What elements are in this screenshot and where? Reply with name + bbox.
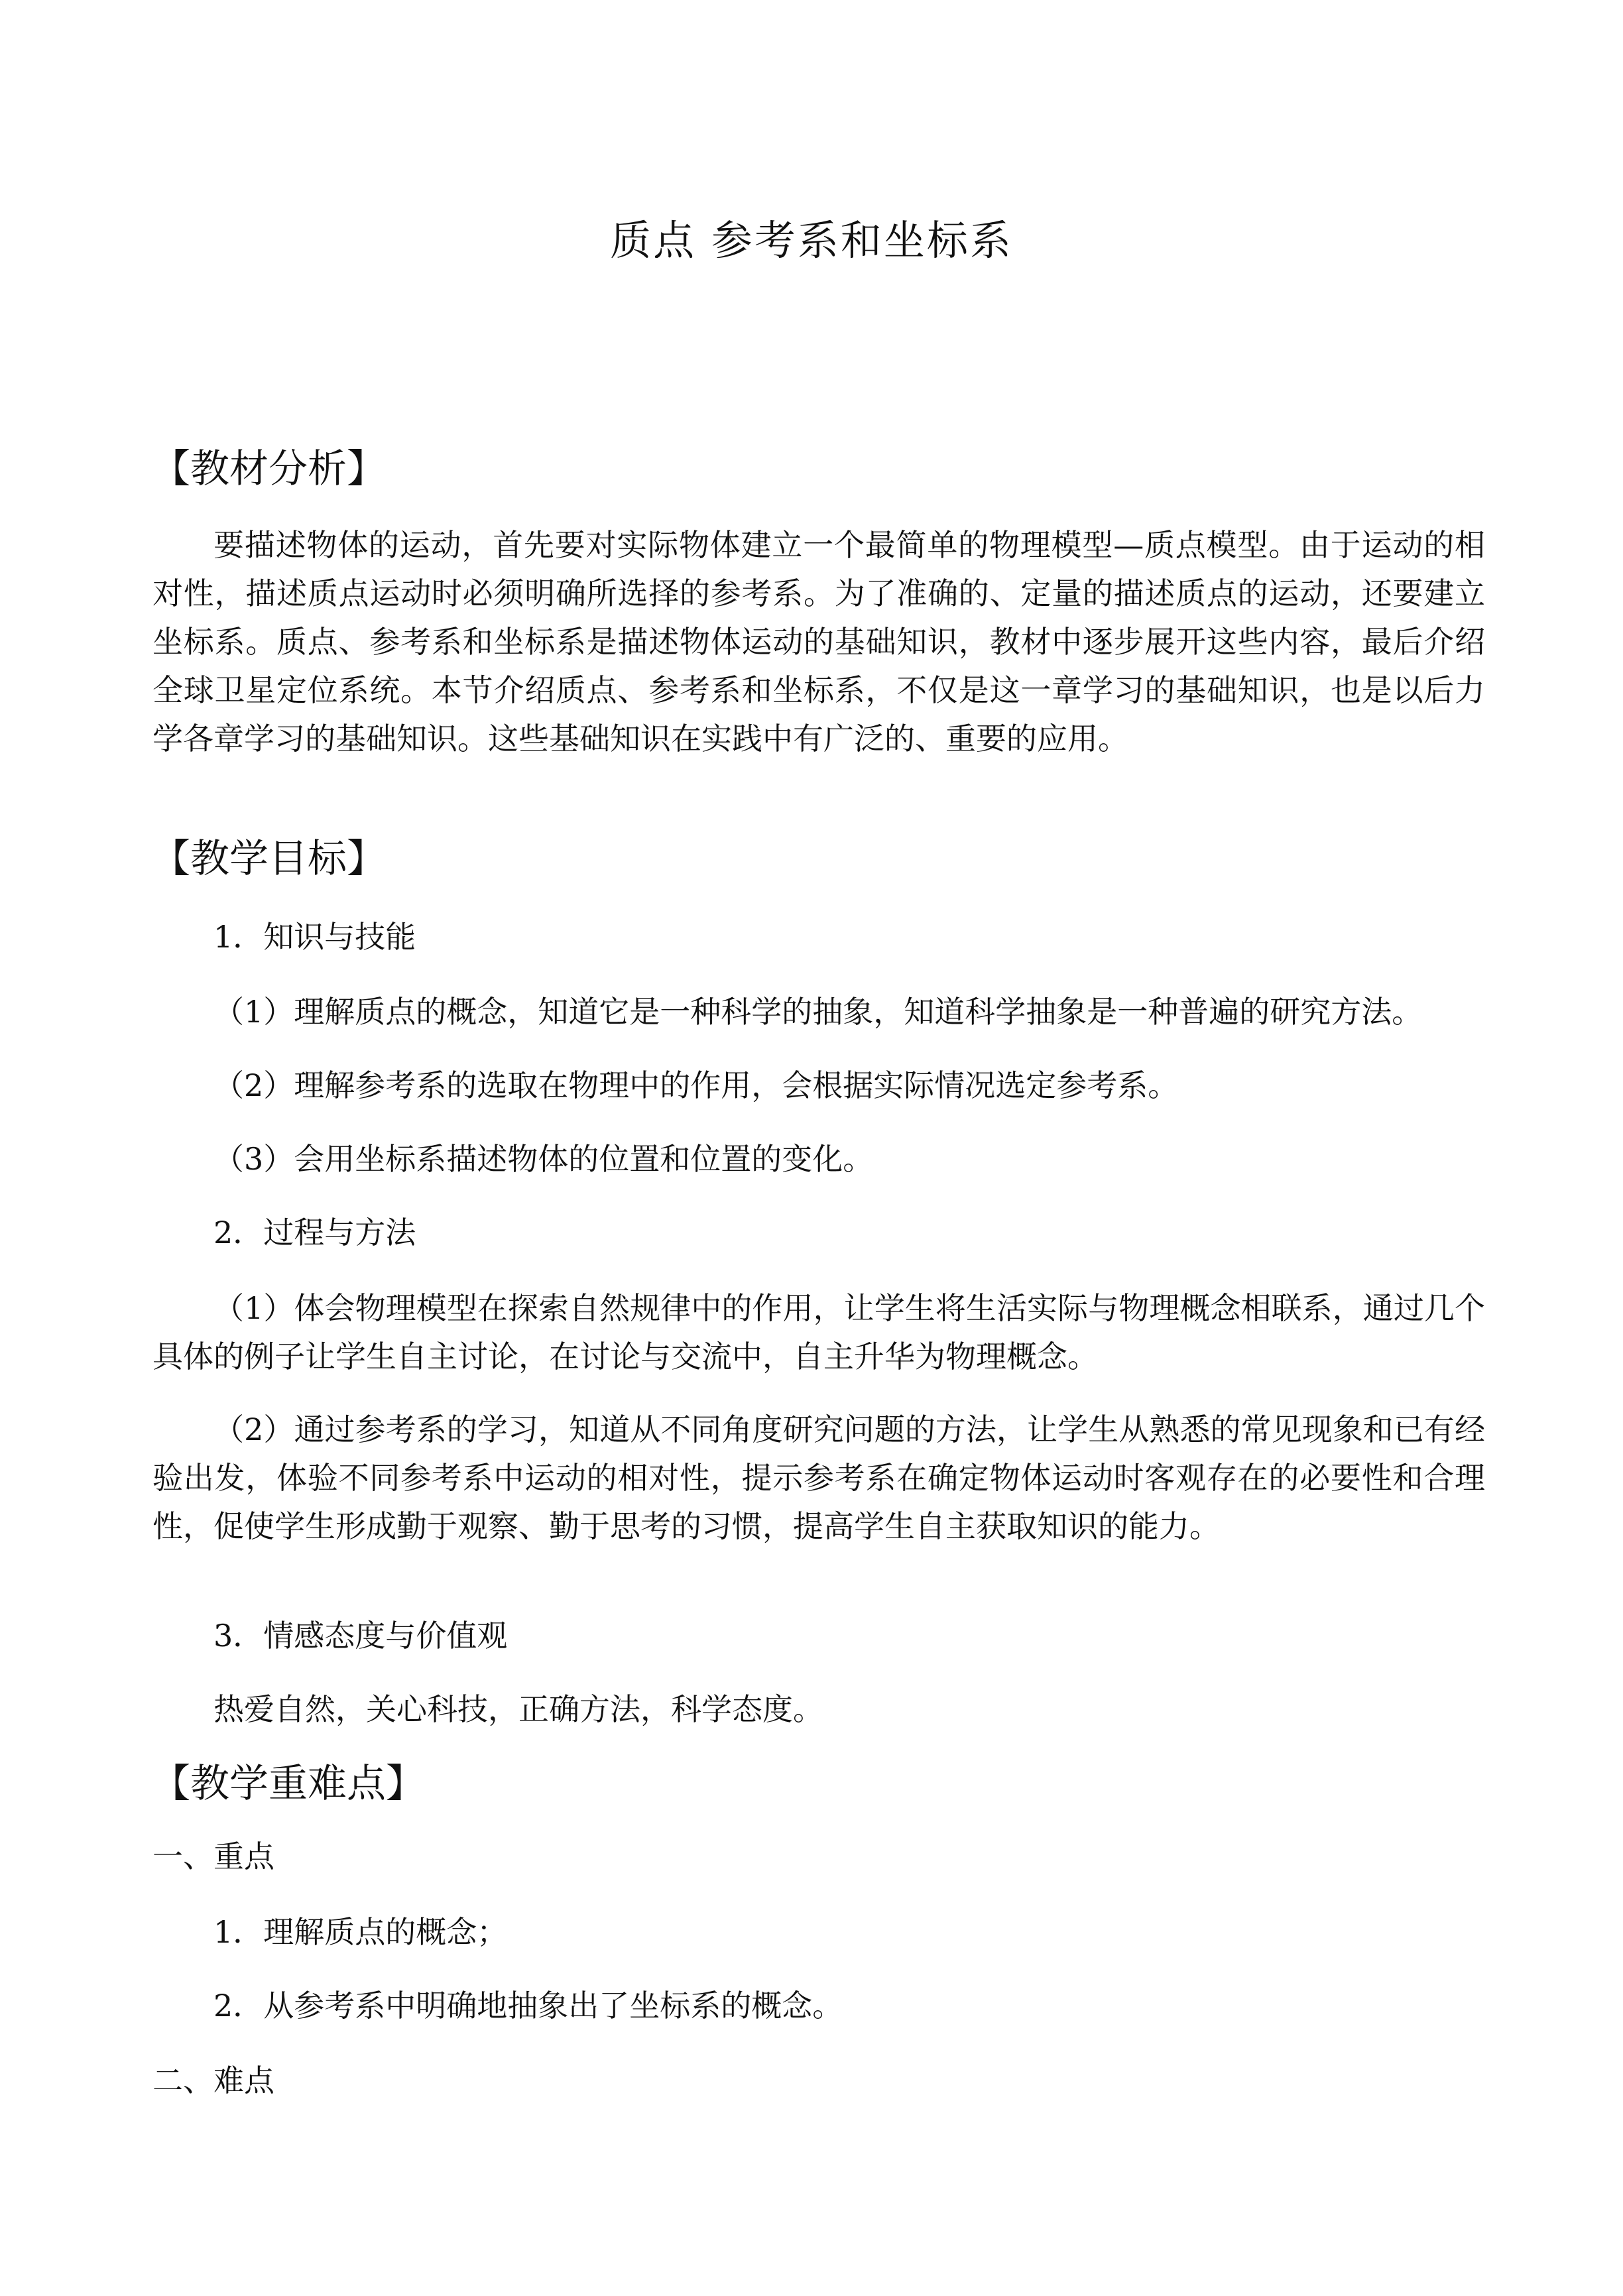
goal-item-1-3: （3）会用坐标系描述物体的位置和位置的变化。 (213, 1141, 874, 1177)
goal-process-methods: 2．过程与方法 (213, 1215, 416, 1250)
focus-item-2: 2．从参考系中明确地抽象出了坐标系的概念。 (213, 1988, 843, 2024)
focus-label: 一、重点 (152, 1839, 274, 1874)
page-title: 质点 参考系和坐标系 (610, 216, 1013, 265)
section-heading-key-points: 【教学重难点】 (151, 1760, 426, 1806)
section-heading-analysis: 【教材分析】 (151, 446, 387, 491)
analysis-paragraph: 要描述物体的运动，首先要对实际物体建立一个最简单的物理模型—质点模型。由于运动的相对性，描述质点运动时必须明确所选择的参考系。为了准确的、定量的描述质点的运动，还要建立坐标系。质点、参考系和坐标系是描述物体运动的基础知识，教材中逐步展开这些内容，最后介绍全球卫星定位系统。本节介绍质点、参考系和坐标系，不仅是这一章学习的基础知识，也是以后力学各章学习的基础知识。这些基础知识在实践中有广泛的、重要的应用。 (152, 527, 1485, 756)
goal-item-2-2: （2）通过参考系的学习，知道从不同角度研究问题的方法，让学生从熟悉的常见现象和已有经验出发，体验不同参考系中运动的相对性，提示参考系在确定物体运动时客观存在的必要性和合理性，促使学生形成勤于观察、勤于思考的习惯，提高学生自主获取知识的能力。 (152, 1412, 1485, 1544)
goal-knowledge-skills: 1．知识与技能 (213, 919, 416, 955)
goal-item-2-1: （1）体会物理模型在探索自然规律中的作用，让学生将生活实际与物理概念相联系，通过几个具体的例子让学生自主讨论，在讨论与交流中，自主升华为物理概念。 (152, 1290, 1485, 1374)
difficulty-label: 二、难点 (152, 2063, 274, 2098)
goal-attitude-text: 热爱自然，关心科技，正确方法，科学态度。 (213, 1691, 823, 1727)
focus-item-1: 1．理解质点的概念； (213, 1914, 508, 1950)
section-heading-goals: 【教学目标】 (151, 835, 387, 881)
goal-item-1-1: （1）理解质点的概念，知道它是一种科学的抽象，知道科学抽象是一种普遍的研究方法。 (213, 994, 1423, 1030)
goal-attitude-values: 3．情感态度与价值观 (213, 1618, 508, 1654)
goal-item-1-2: （2）理解参考系的选取在物理中的作用，会根据实际情况选定参考系。 (213, 1067, 1179, 1103)
